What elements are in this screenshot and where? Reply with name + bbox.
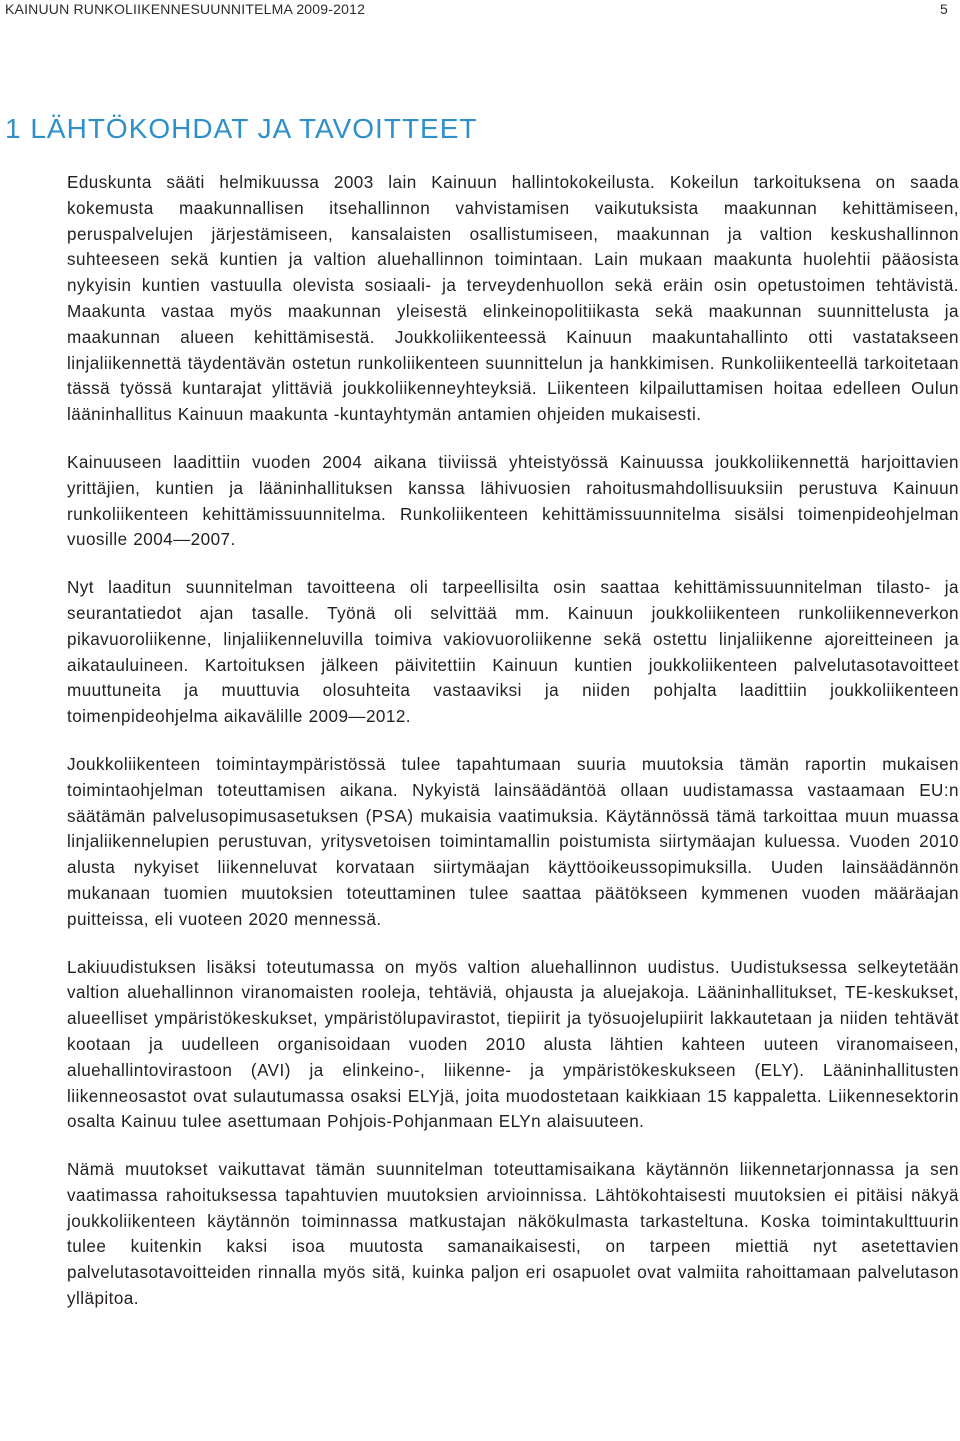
paragraph: Lakiuudistuksen lisäksi toteutumassa on myös valtion aluehallinnon uudistus. Uudistuksessa selkeytetään valtion aluehallinnon viranomaisten rooleja, tehtäviä, ohjausta ja aluejakoja. Lääninhallitukset, TE-keskukset, alueelliset ympäristökeskukset, ympäristölupavirastot, tiepiirit ja työsuojelupiirit lakkautetaan ja niiden tehtävät kootaan ja uudelleen organisoidaan vuoden 2010 alusta lähtien kahteen uuteen viranomaiseen, aluehallintovirastoon (AVI) ja elinkeino-, liikenne- ja ympäristökeskukseen (ELY). Lääninhallitusten liikenneosastot ovat sulautumassa osaksi ELYjä, joita muodostetaan kaikkiaan 15 kappaletta. Liikennesektorin osalta Kainuu tulee asettumaan Pohjois-Pohjanmaan ELYn alaisuuteen. bbox=[67, 957, 959, 1132]
paragraph: Kainuuseen laadittiin vuoden 2004 aikana tiiviissä yhteistyössä Kainuussa joukkoliikennettä harjoittavien yrittäjien, kuntien ja lääninhallituksen kanssa lähivuosien rahoitusmahdollisuuksiin perustuva Kainuun runkoliikenteen kehittämissuunnitelma. Runkoliikenteen kehittämissuunnitelma sisälsi toimenpideohjelman vuosille 2004—2007. bbox=[67, 452, 959, 550]
paragraph: Joukkoliikenteen toimintaympäristössä tulee tapahtumaan suuria muutoksia tämän raportin mukaisen toimintaohjelman toteuttamisen aikana. Nykyistä lainsäädäntöä ollaan uudistamassa vastaamaan EU:n säätämän palvelusopimusasetuksen (PSA) mukaisia vaatimuksia. Käytännössä tämä tarkoittaa muun muassa linjaliikennelupien perustuvan, yritysvetoisen toimintamallin poistumista siirtymäajan kuluessa. Vuoden 2010 alusta nykyiset liikenneluvat korvataan siirtymäajan käyttöoikeussopimuksilla. Uuden lainsäädännön mukanaan tuomien muutoksien toteuttaminen tulee saattaa päätökseen kymmenen vuoden määräajan puitteissa, eli vuoteen 2020 mennessä. bbox=[67, 754, 959, 929]
running-header bbox=[5, 0, 948, 20]
chapter-heading: 1 LÄHTÖKOHDAT JA TAVOITTEET bbox=[5, 113, 478, 144]
paragraph: Nyt laaditun suunnitelman tavoitteena oli tarpeellisilta osin saattaa kehittämissuunnitelman tilasto- ja seurantatiedot ajan tasalle. Työnä oli selvittää mm. Kainuun joukkoliikenteen runkoliikenneverkon pikavuoroliikenne, linjaliikenneluvilla toimiva vakiovuoroliikenne sekä ostettu linjaliikenne ajoreitteineen ja aikatauluineen. Kartoituksen jälkeen päivitettiin Kainuun kuntien joukkoliikenteen palvelutasotavoitteet muuttuneita ja muuttuvia olosuhteita vastaaviksi ja niiden pohjalta laadittiin joukkoliikenteen toimenpideohjelma aikavälille 2009—2012. bbox=[67, 578, 959, 727]
paragraph: Nämä muutokset vaikuttavat tämän suunnitelman toteuttamisaikana käytännön liikennetarjonnassa ja sen vaatimassa rahoituksessa tapahtuvien muutoksien arvioinnissa. Lähtökohtaisesti muutoksien ei pitäisi näkyä joukkoliikenteen käytännön toiminnassa matkustajan näkökulmasta tarkasteltuna. Koska toimintakulttuurin tulee kuitenkin kaksi isoa muutosta samanaikaisesti, on tarpeen miettiä nyt asetettavien palvelutasotavoitteiden rinnalla myös sitä, kuinka paljon eri osapuolet ovat valmiita rahoittamaan palvelutason ylläpitoa. bbox=[67, 1160, 959, 1309]
document-title: KAINUUN RUNKOLIIKENNESUUNNITELMA 2009-2012 bbox=[5, 1, 366, 17]
paragraph: Eduskunta sääti helmikuussa 2003 lain Kainuun hallintokokeilusta. Kokeilun tarkoituksena on saada kokemusta maakunnallisen itsehallinnon vahvistamisen vaikutuksista maakunnan kehittämiseen, peruspalvelujen järjestämiseen, kansalaisten osallistumiseen, maakunnan ja valtion keskushallinnon suhteeseen sekä kuntien ja valtion aluehallinnon toimintaan. Lain mukaan maakunta huolehtii pääosista nykyisin kuntien vastuulla olevista sosiaali- ja terveydenhuollon sekä eräin osin opetustoimen tehtävistä. Maakunta vastaa myös maakunnan yleisestä elinkeinopolitiikasta sekä maakunnan suunnittelusta ja maakunnan alueen kehittämisestä. Joukkoliikenteessä Kainuun maakuntahallinto otti vastatakseen linjaliikennettä täydentävän ostetun runkoliikenteen suunnittelun ja hankkimisen. Runkoliikenteellä tarkoitetaan tässä työssä kuntarajat ylittäviä joukkoliikenneyhteyksiä. Liikenteen kilpailuttamisen hoitaa edelleen Oulun lääninhallitus Kainuun maakunta -kuntayhtymän antamien ohjeiden mukaisesti. bbox=[67, 173, 959, 425]
page-number: 5 bbox=[940, 1, 948, 17]
body-text bbox=[67, 170, 959, 1334]
